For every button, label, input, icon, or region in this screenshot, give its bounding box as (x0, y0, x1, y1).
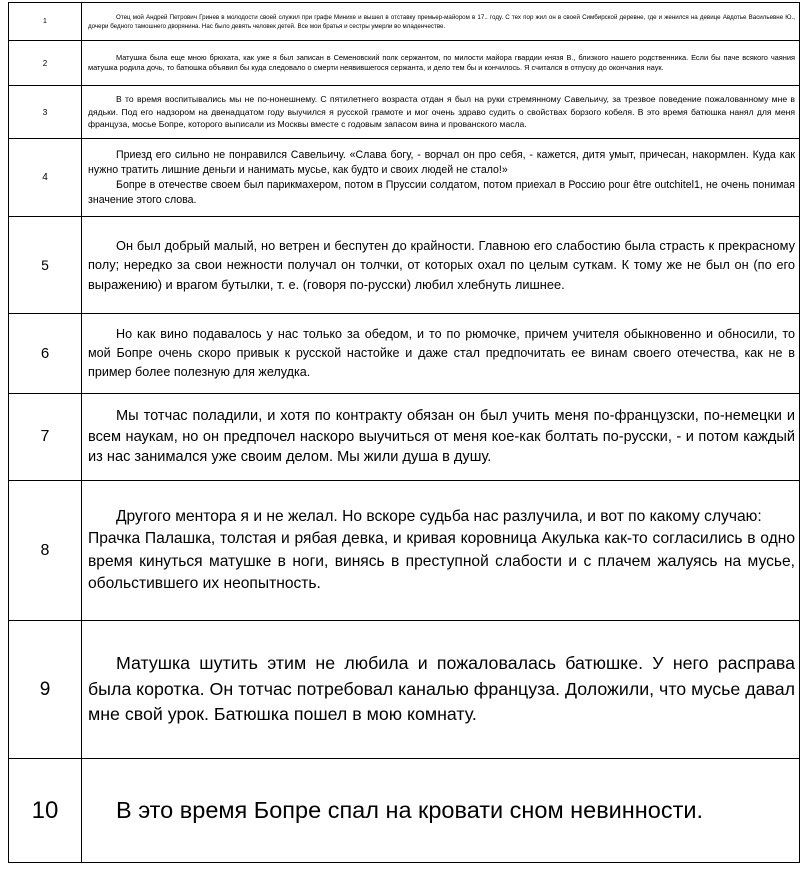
row-text (82, 314, 800, 394)
row-number: 6 (9, 314, 82, 394)
row-text (82, 41, 800, 86)
row-text (82, 759, 800, 863)
row-text (82, 3, 800, 41)
table-row (9, 759, 800, 863)
paragraph: Он был добрый малый, но ветрен и беспутен до крайности. Главною его слабостию была страсть к прекрасному полу; нередко за свои нежности получал он толчки, от которых охал по целым суткам. К тому же не был он (по его выражению) и врагом бутылки, т. е. (говоря по-русски) любил хлебнуть лишнее. (88, 237, 795, 292)
table-row (9, 41, 800, 86)
table-row (9, 139, 800, 217)
paragraph: Другого ментора я и не желал. Но вскоре судьба нас разлучила, и вот по какому случаю: (116, 507, 762, 525)
row-number: 4 (9, 139, 82, 217)
table-row (9, 314, 800, 394)
paragraph: Матушка была еще мною брюхата, как уже я был записан в Семеновский полк сержантом, по милости майора гвардии князя В., близкого нашего родственника. Если бы паче всякого чаяния матушка родила дочь, то батюшка объявил бы куда следовало о смерти неявившегося сержанта, и дело тем бы и кончилось. Я считался в отпуску до окончания наук. (88, 52, 795, 72)
table-row (9, 481, 800, 621)
row-number: 1 (9, 3, 82, 41)
row-text (82, 621, 800, 759)
row-number: 3 (9, 86, 82, 139)
row-number: 10 (9, 759, 82, 863)
table-row (9, 217, 800, 314)
row-text (82, 481, 800, 621)
table-row (9, 86, 800, 139)
row-text (82, 139, 800, 217)
paragraph: Отец мой Андрей Петрович Гринев в молодости своей служил при графе Минихе и вышел в отставку премьер-майором в 17.. году. С тех пор жил он в своей Симбирской деревне, где и женился на девице Авдотье Васильевне Ю., дочери бедного тамошнего дворянина. Нас было девять человек детей. Все мои братья и сестры умерли во младенчестве. (88, 13, 795, 30)
paragraph: Матушка шутить этим не любила и пожаловалась батюшке. У него расправа была коротка. Он тотчас потребовал каналью француза. Доложили, что мусье давал мне свой урок. Батюшка пошел в мою комнату. (88, 653, 795, 725)
row-number: 2 (9, 41, 82, 86)
row-text (82, 86, 800, 139)
paragraph: В это время Бопре спал на кровати сном невинности. (116, 797, 704, 823)
table-row (9, 3, 800, 41)
row-number: 7 (9, 394, 82, 481)
row-number: 5 (9, 217, 82, 314)
paragraph: Приезд его сильно не понравился Савельичу. «Слава богу, - ворчал он про себя, - кажется, дитя умыт, причесан, накормлен. Куда как нужно тратить лишние деньги и нанимать мусье, как будто и своих людей не стало!» (88, 148, 795, 176)
table-row (9, 394, 800, 481)
paragraph: Прачка Палашка, толстая и рябая девка, и кривая коровница Акулька как-то согласились в одно время кинуться матушке в ноги, винясь в преступной слабости и с плачем жалуясь на мусье, обольстившего их неопытность. (88, 530, 795, 592)
row-number: 9 (9, 621, 82, 759)
row-text (82, 217, 800, 314)
paragraph: Но как вино подавалось у нас только за обедом, и то по рюмочке, причем учителя обыкновенно и обносили, то мой Бопре очень скоро привык к русской настойке и даже стал предпочитать ее винам своего отечества, как не в пример более полезную для желудка. (88, 327, 795, 379)
row-text (82, 394, 800, 481)
paragraph: Мы тотчас поладили, и хотя по контракту обязан он был учить меня по-французски, по-немецки и всем наукам, но он предпочел наскоро выучиться от меня кое-как болтать по-русски, - и потом каждый из нас занимался уже своим делом. Мы жили душа в душу. (88, 408, 795, 466)
row-number: 8 (9, 481, 82, 621)
table-row (9, 621, 800, 759)
paragraph: В то время воспитывались мы не по-нонешнему. С пятилетнего возраста отдан я был на руки стремянному Савельичу, за трезвое поведение пожалованному мне в дядьки. Под его надзором на двенадцатом году выучился я русской грамоте и мог очень здраво судить о свойствах борзого кобеля. В это время батюшка нанял для меня француза, мосье Бопре, которого выписали из Москвы вместе с годовым запасом вина и прованского масла. (88, 94, 795, 130)
reading-table (8, 2, 800, 863)
paragraph: Бопре в отечестве своем был парикмахером, потом в Пруссии солдатом, потом приехал в Россию pour être outchitel1, не очень понимая значение этого слова. (88, 178, 795, 206)
